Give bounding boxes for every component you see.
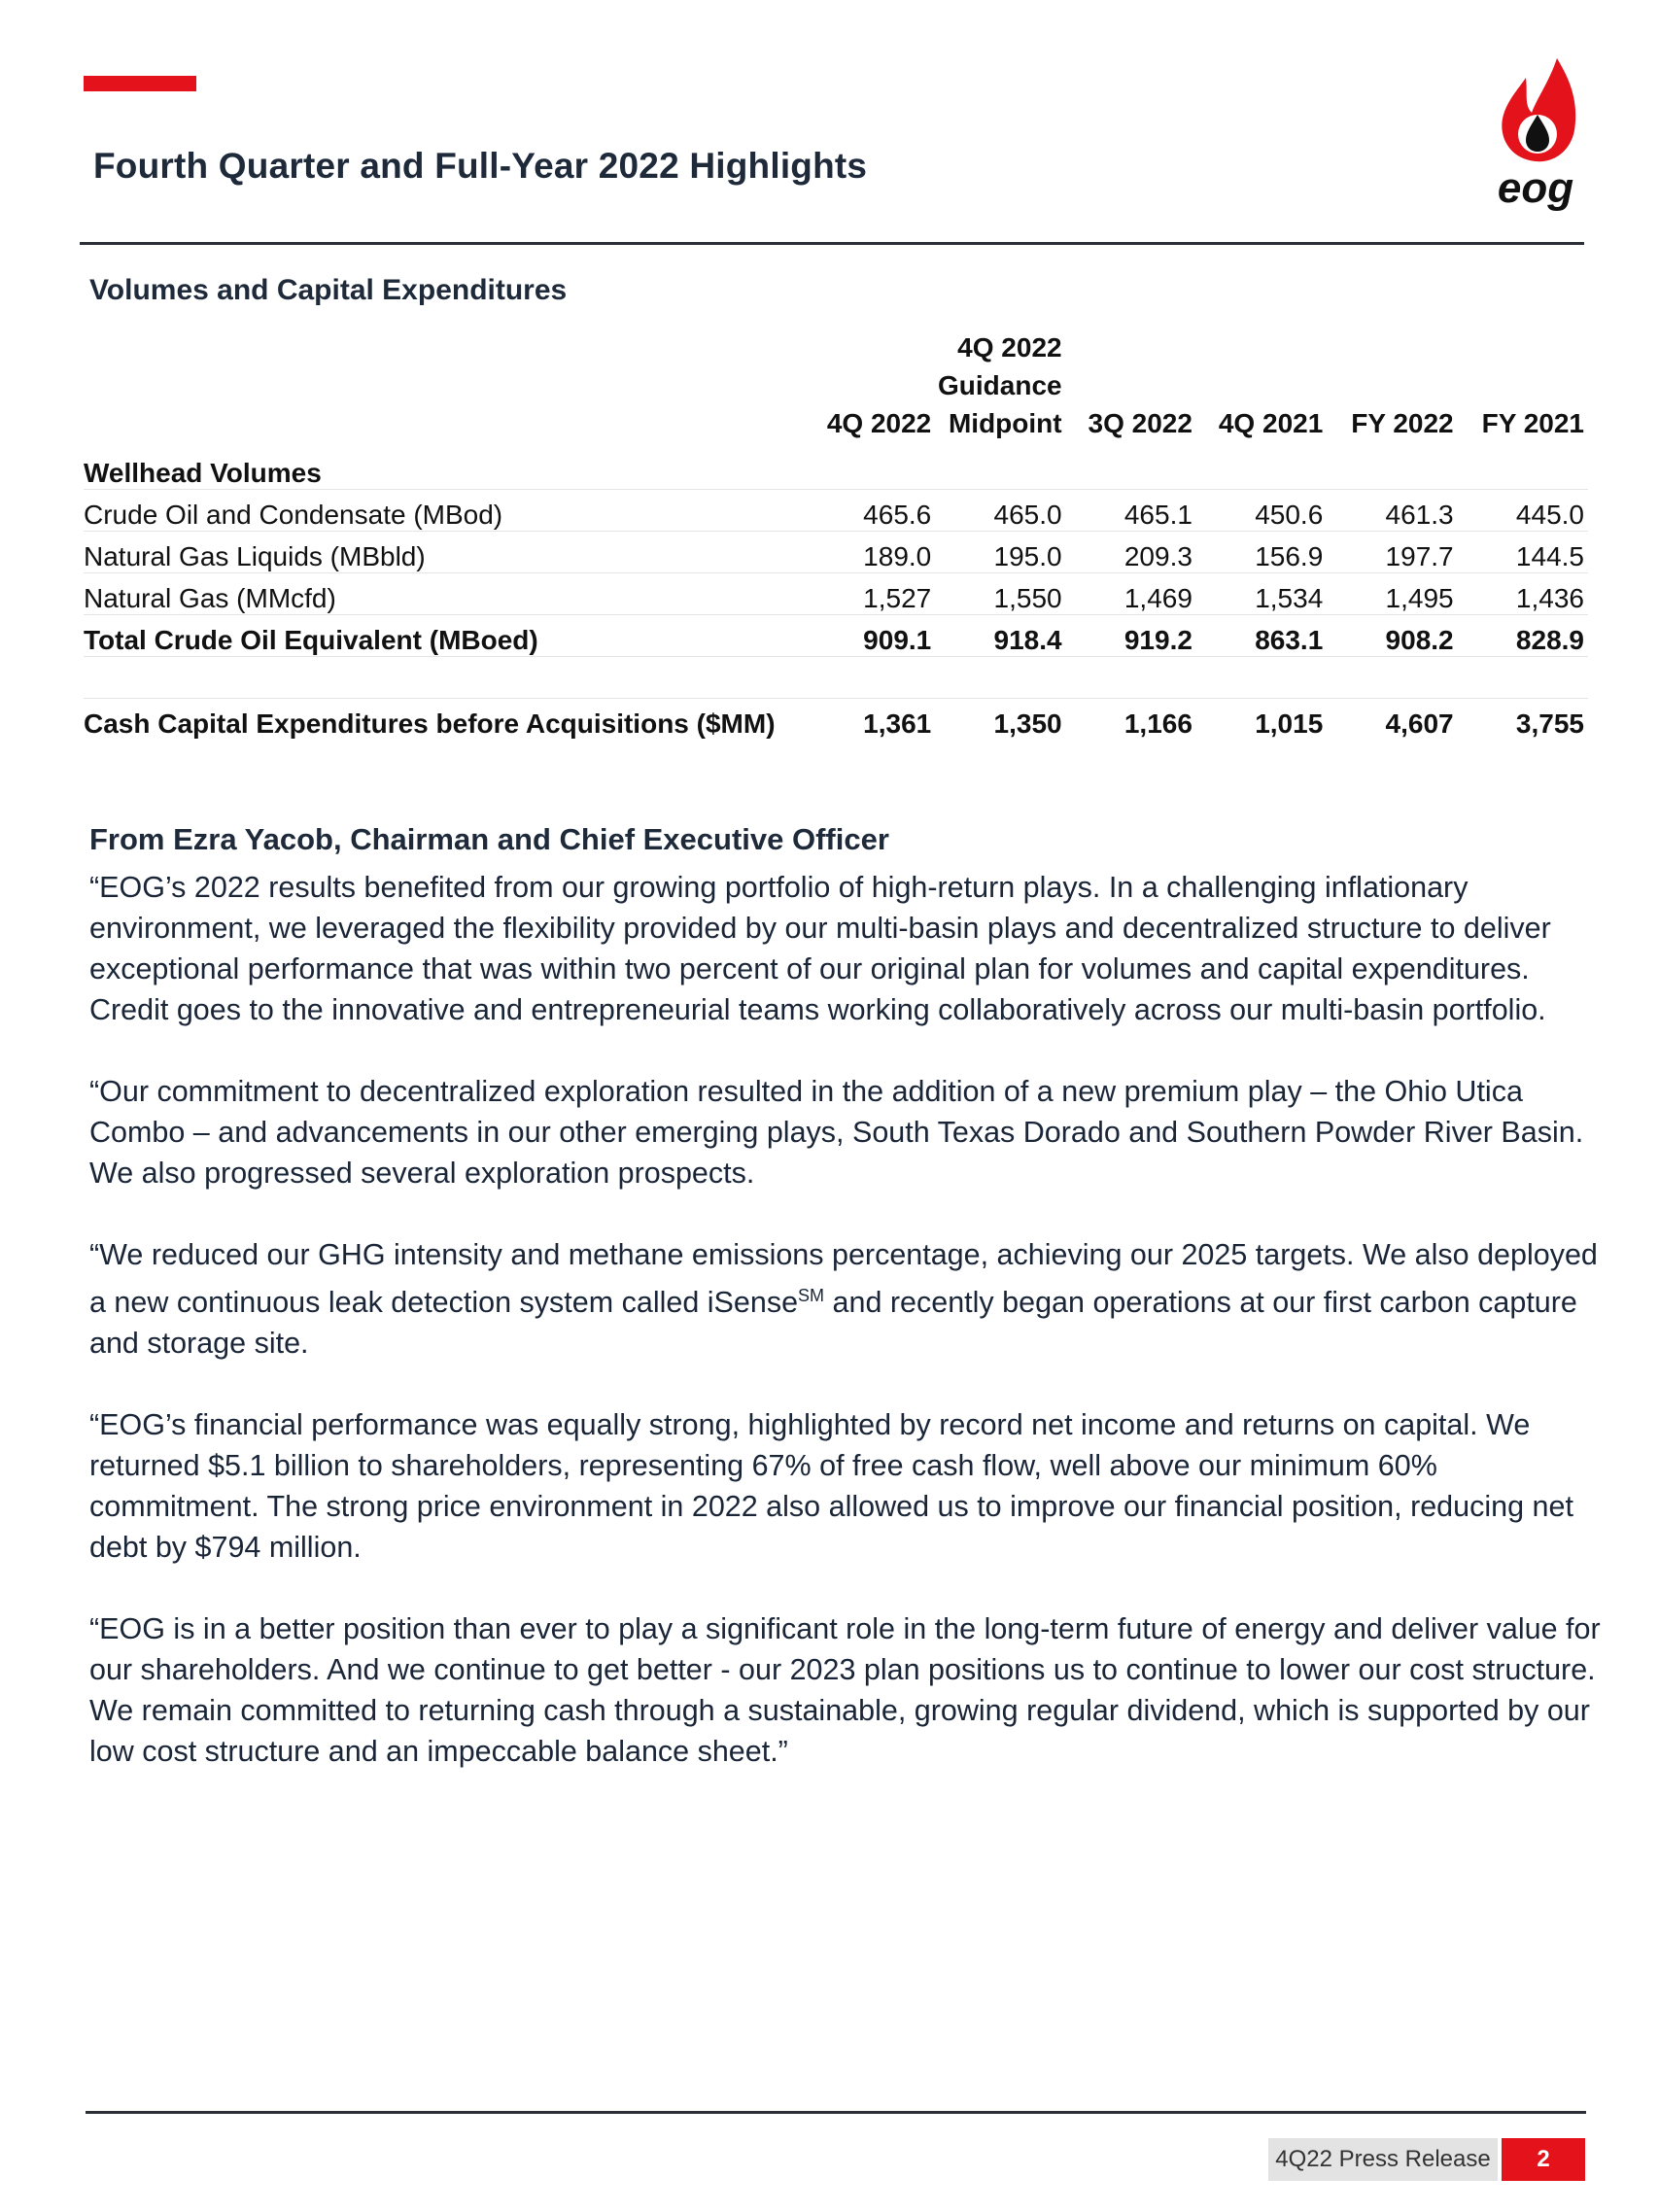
quote-paragraph: “EOG is in a better position than ever to play a significant role in the long-term future of energy and deliver value for our shareholders. And we continue to get better - our 2023 plan positions us to continue to lower our cost structure. We remain committed to returning cash through a sustainable, growing regular dividend, which is supported by our low cost structure and an impeccable balance sheet.” [89,1612,1601,1769]
quote-paragraph: “EOG’s financial performance was equally strong, highlighted by record net income and returns on capital. We returned $5.1 billion to shareholders, representing 67% of free cash flow, well above our minimum 60% commitment. The strong price environment in 2022 also allowed us to improve our financial position, reducing net debt by $794 million. [89,1408,1573,1565]
page-number: 2 [1502,2138,1585,2181]
table-cell: 1,350 [993,709,1062,739]
ceo-quote-heading: From Ezra Yacob, Chairman and Chief Executive Officer [89,822,889,856]
table-cell: 465.1 [1066,490,1196,532]
table-cell: 919.2 [1066,615,1196,657]
row-label: Natural Gas Liquids (MBbld) [84,532,805,573]
table-cell: 3,755 [1515,709,1584,739]
table-cell: 863.1 [1196,615,1327,657]
column-header: FY 2022 [1351,408,1454,438]
table-cell: 445.0 [1458,490,1588,532]
table-cell: 209.3 [1066,532,1196,573]
capex-row [84,699,1588,741]
table-cell: 189.0 [805,532,935,573]
table-cell: 1,436 [1458,573,1588,615]
table-cell: 4,607 [1385,709,1454,739]
row-label: Total Crude Oil Equivalent (MBoed) [84,615,805,657]
ceo-quotes [89,867,1606,1813]
row-label: Crude Oil and Condensate (MBod) [84,490,805,532]
footer-label: 4Q22 Press Release [1268,2138,1498,2181]
quote-paragraph: “Our commitment to decentralized exploration resulted in the addition of a new premium play – the Ohio Utica Combo – and advancements in our other emerging plays, South Texas Dorado and Southern Powder River Basin. We also progressed several exploration prospects. [89,1075,1584,1190]
table-cell: 195.0 [935,532,1065,573]
accent-bar [84,76,196,91]
table-cell: 1,361 [863,709,932,739]
volumes-table [84,328,1588,740]
table-cell: 1,015 [1255,709,1324,739]
table-row [84,490,1588,532]
page-title: Fourth Quarter and Full-Year 2022 Highlights [93,146,868,186]
column-header: FY 2021 [1481,408,1584,438]
table-cell: 908.2 [1327,615,1457,657]
table-cell: 1,495 [1327,573,1457,615]
table-cell: 465.6 [805,490,935,532]
service-mark: SM [798,1286,825,1305]
table-cell: 450.6 [1196,490,1327,532]
logo-wordmark: eog [1497,164,1574,212]
section-title: Volumes and Capital Expenditures [89,274,568,306]
table-cell: 1,550 [935,573,1065,615]
column-header: 4Q 2021 [1218,408,1324,438]
table-cell: 1,534 [1196,573,1327,615]
table-cell: 197.7 [1327,532,1457,573]
table-cell: 909.1 [805,615,935,657]
header-divider [80,242,1584,245]
group-row [84,448,1588,490]
spacer-row [84,657,1588,699]
table-header-row [84,328,1588,448]
column-header: 3Q 2022 [1088,408,1192,438]
table-cell: 156.9 [1196,532,1327,573]
column-header: 4Q 2022 [826,408,932,438]
total-row [84,615,1588,657]
footer-divider [86,2111,1586,2114]
quote-paragraph: “EOG’s 2022 results benefited from our growing portfolio of high-return plays. In a challenging inflationary environment, we leveraged the flexibility provided by our multi-basin plays and decentralized structure to deliver exceptional performance that was within two percent of our original plan for volumes and capital expenditures. Credit goes to the innovative and entrepreneurial teams working collaboratively across our multi-basin portfolio. [89,871,1551,1026]
table-cell: 465.0 [935,490,1065,532]
group-label: Wellhead Volumes [84,448,805,490]
quote-paragraph: “We reduced our GHG intensity and methane emissions percentage, achieving our 2025 targets. We also deployed a new continuous leak detection system called iSense℠ and recently began operations at our first carbon capture and storage site. [89,1238,1598,1361]
column-header-label [84,328,805,448]
table-cell: 1,469 [1066,573,1196,615]
table-cell: 1,166 [1123,709,1192,739]
table-row [84,532,1588,573]
table-cell: 828.9 [1458,615,1588,657]
row-label: Natural Gas (MMcfd) [84,573,805,615]
column-header: 4Q 2022 Guidance Midpoint [938,332,1062,438]
table-cell: 461.3 [1327,490,1457,532]
table-cell: 144.5 [1458,532,1588,573]
row-label: Cash Capital Expenditures before Acquisitions ($MM) [84,709,776,739]
table-cell: 918.4 [935,615,1065,657]
table-row [84,573,1588,615]
eog-logo [1485,54,1590,214]
table-cell: 1,527 [805,573,935,615]
